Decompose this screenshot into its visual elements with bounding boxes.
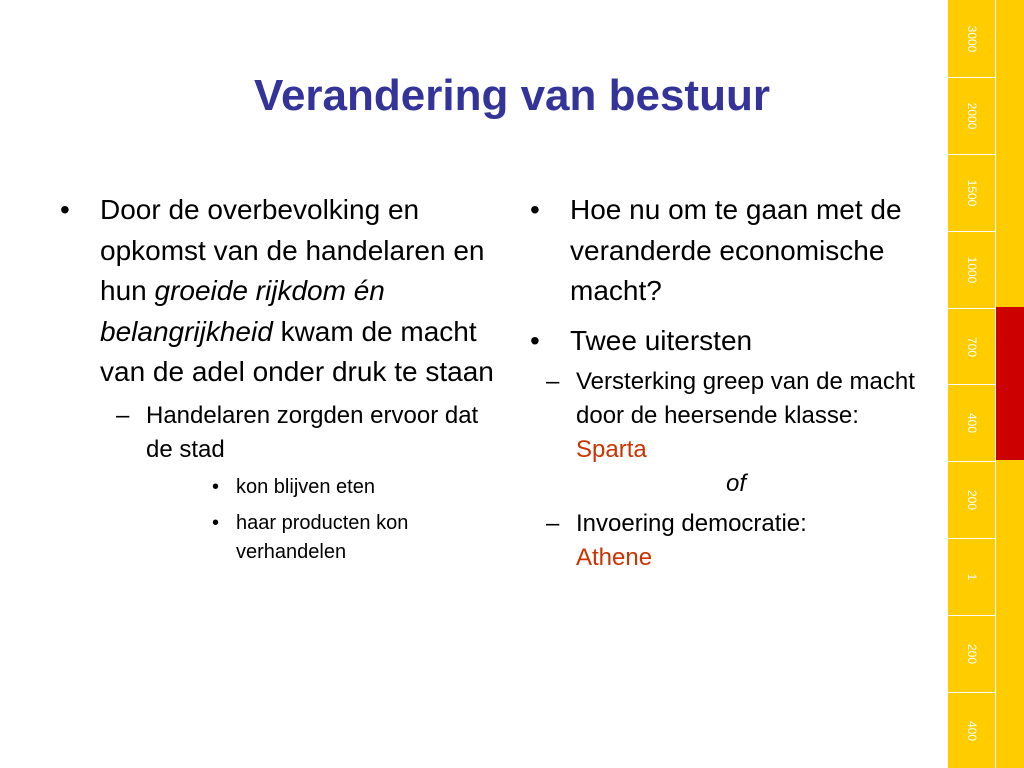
timeline-label: 1 (965, 573, 979, 581)
option-sparta (490, 365, 942, 467)
timeline-bar (948, 0, 1024, 768)
conjunction-text: of (725, 470, 746, 497)
timeline-segment (948, 154, 996, 231)
slide-title: Verandering van bestuur (254, 71, 770, 120)
dash-mark: – (546, 368, 560, 395)
subsub-bullet-list (146, 473, 496, 567)
right-column (530, 190, 942, 575)
dash-mark: – (546, 510, 560, 537)
timeline-segment (948, 538, 996, 615)
timeline-label: 400 (965, 412, 979, 434)
subsub-bullet-text: haar producten kon verhandelen (236, 512, 409, 563)
timeline-label: 2000 (965, 102, 979, 130)
option-place-athene: Athene (576, 544, 653, 571)
bullet-mark: • (212, 512, 220, 534)
timeline-segment (948, 692, 996, 768)
dash-mark: – (116, 401, 130, 429)
timeline-segment (948, 461, 996, 538)
timeline-segment (948, 384, 996, 461)
timeline-label: 200 (965, 489, 979, 511)
timeline-label: 3000 (965, 25, 979, 52)
timeline-segment (948, 231, 996, 308)
timeline-segment (948, 0, 996, 77)
bullet-overpopulation (60, 190, 496, 566)
bullet-emphasis: groeide rijkdom én belangrijkheid (100, 275, 385, 347)
bullet-two-extremes (530, 321, 942, 362)
sub-bullet-merchants (100, 399, 496, 567)
bullet-text: Twee uitersten (570, 324, 753, 356)
bullet-text-end: kwam de macht van de adel onder druk te staan (100, 315, 494, 387)
sub-bullet-text: Handelaren zorgden ervoor dat de stad (146, 401, 479, 463)
bullet-mark: • (60, 194, 70, 225)
options-block (530, 365, 942, 575)
option-place-sparta: Sparta (576, 436, 647, 463)
timeline-label: 1000 (965, 256, 979, 284)
options-list (530, 365, 942, 575)
bullet-mark: • (530, 324, 540, 356)
left-column (60, 190, 496, 574)
bullet-mark: • (530, 194, 540, 225)
option-text: Invoering democratie: (576, 510, 807, 537)
bullet-mark: • (212, 475, 220, 498)
subsub-bullet-item (146, 473, 496, 502)
subsub-bullet-item (146, 509, 496, 566)
timeline-highlight-marker (996, 307, 1024, 460)
subsub-bullet-text: kon blijven eten (236, 475, 375, 498)
option-athene (490, 507, 942, 575)
bullet-text: Door de overbevolking en opkomst van de handelaren en hun (100, 194, 485, 306)
bullet-text: Hoe nu om te gaan met de veranderde economische macht? (570, 194, 902, 306)
timeline-label: 400 (965, 720, 979, 741)
timeline-segment (948, 308, 996, 384)
timeline-label: 1500 (965, 179, 979, 207)
sub-bullet-list (100, 399, 496, 567)
bullet-question (530, 190, 942, 312)
timeline-label: 200 (965, 643, 979, 665)
timeline-segment (948, 615, 996, 692)
option-text: Versterking greep van de macht door de heersende klasse: (576, 368, 915, 429)
timeline-label: 700 (965, 336, 979, 357)
timeline-segment (948, 77, 996, 154)
